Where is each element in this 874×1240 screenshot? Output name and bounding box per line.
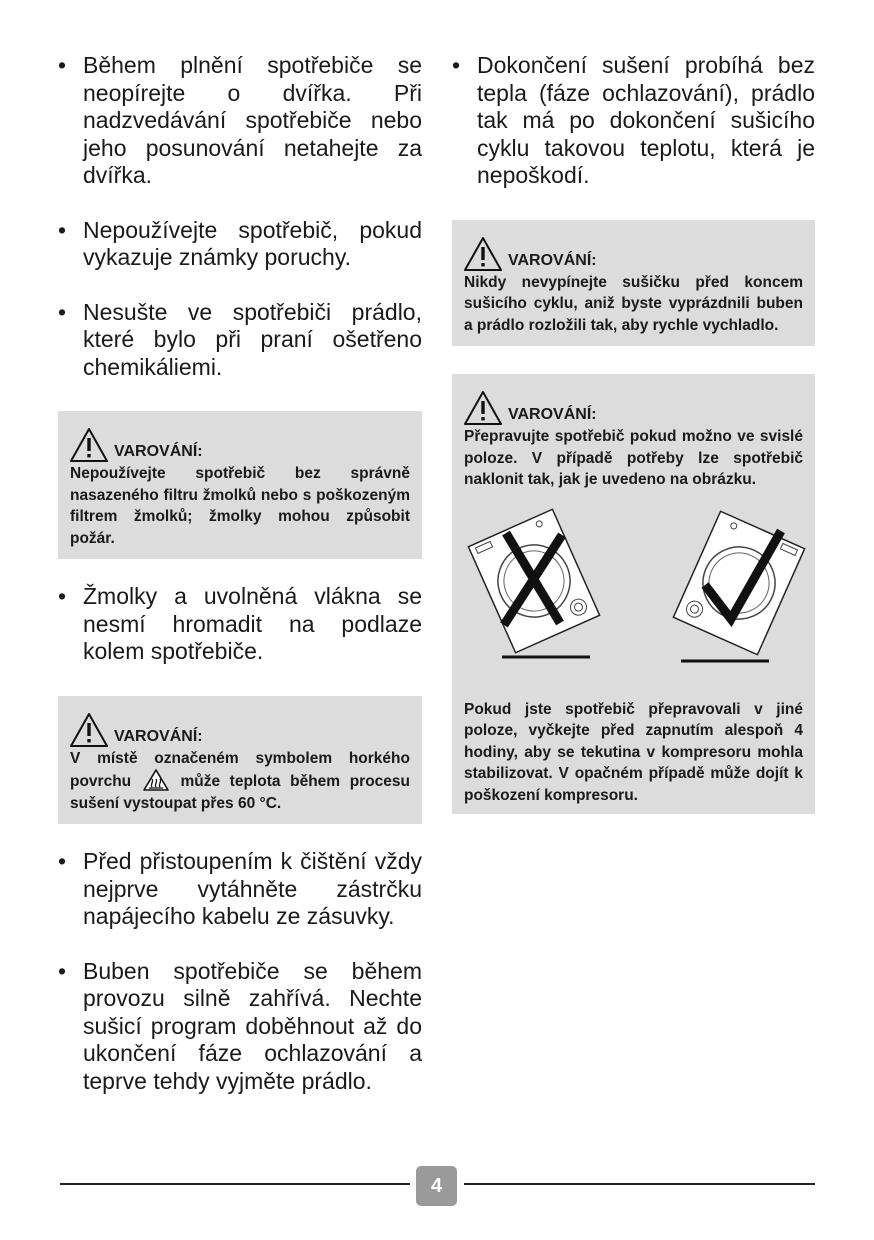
bullet-lint-floor [58,583,422,666]
left-column [58,52,422,1095]
bullet-fault [58,217,422,272]
page-footer [60,1166,815,1206]
bullet-dot: • [58,216,67,243]
bullet-dot: • [452,52,461,78]
warning-title: VAROVÁNÍ: [508,251,597,269]
warning-header [464,388,803,426]
warning-box-lint-filter [58,411,422,559]
bullet-unplug [58,848,422,931]
warning-triangle-icon [464,236,502,272]
footer-rule-right [464,1183,815,1185]
right-column [452,52,815,814]
bullet-dot: • [58,957,67,984]
warning-title: VAROVÁNÍ: [114,727,203,745]
warning-text: Přepravujte spotřebič pokud možno ve svislé poloze. V případě potřeby lze spotřebič naklonit tak, jak je uvedeno na obrázku. [464,428,803,488]
warning-box-do-not-stop [452,220,815,347]
bullet-chemicals [58,299,422,382]
warning-title: VAROVÁNÍ: [508,406,597,423]
bullet-drum-hot [58,958,422,1096]
transport-tilt-figure [464,501,803,691]
hot-surface-icon [143,769,169,791]
bullet-dot: • [58,583,67,609]
bullet-text: Buben spotřebiče se během provozu silně zahřívá. Nechte sušicí program doběhnout až do ukončení fáze ochlazování a teprve tehdy vyjměte prádlo. [83,957,422,1094]
warning-text [70,748,410,815]
warning-triangle-icon [464,390,502,426]
bullet-text: Dokončení sušení probíhá bez tepla (fáze ochlazování), prádlo tak má po dokončení sušicího cyklu takovou teplotu, která je nepoškodí. [477,52,815,188]
footer-rule-left [60,1183,410,1185]
warning-text-part-a: V místě označeném symbolem horkého povrchu [70,749,410,790]
bullet-dot: • [58,298,67,325]
warning-box-hot-surface [58,696,422,825]
bullet-dot: • [58,52,67,78]
correct-tilt-illustration [669,501,809,691]
warning-text: Nikdy nevypínejte sušičku před koncem sušicího cyklu, aniž byste vyprázdnili buben a prádlo rozložili tak, aby rychle vychladlo. [464,273,803,334]
warning-box-transport [452,374,815,814]
warning-header [70,710,410,748]
bullet-text: Před přistoupením k čištění vždy nejprve vytáhněte zástrčku napájecího kabelu ze zásuvky. [83,848,422,929]
warning-note: Pokud jste spotřebič přepravovali v jiné poloze, vyčkejte před zapnutím alespoň 4 hodiny, aby se tekutina v kompresoru mohla stabilizovat. V opačném případě může dojít k poškození kompresoru. [464,700,803,804]
wrong-tilt-illustration [464,501,604,691]
warning-header [464,234,803,272]
warning-text: Nepoužívejte spotřebič bez správně nasazeného filtru žmolků nebo s poškozeným filtrem žmolků; žmolky mohou způsobit požár. [70,465,410,547]
bullet-text: Žmolky a uvolněná vlákna se nesmí hromadit na podlaze kolem spotřebiče. [83,583,422,664]
bullet-cooling-phase [452,52,815,190]
page-number: 4 [416,1166,457,1206]
warning-header [70,425,410,463]
bullet-text: Nesušte ve spotřebiči prádlo, které bylo při praní ošetřeno chemikáliemi. [83,298,422,380]
bullet-door-lean [58,52,422,190]
warning-triangle-icon [70,427,108,463]
warning-text-part-b: může teplota během procesu sušení vystoupat přes 60 °C. [70,773,411,812]
bullet-dot: • [58,848,67,874]
bullet-text: Nepoužívejte spotřebič, pokud vykazuje známky poruchy. [83,216,422,270]
bullet-text: Během plnění spotřebiče se neopírejte o dvířka. Při nadzvedávání spotřebiče nebo jeho posunování netahejte za dvířka. [83,52,422,188]
warning-title: VAROVÁNÍ: [114,443,203,460]
warning-triangle-icon [70,712,108,748]
